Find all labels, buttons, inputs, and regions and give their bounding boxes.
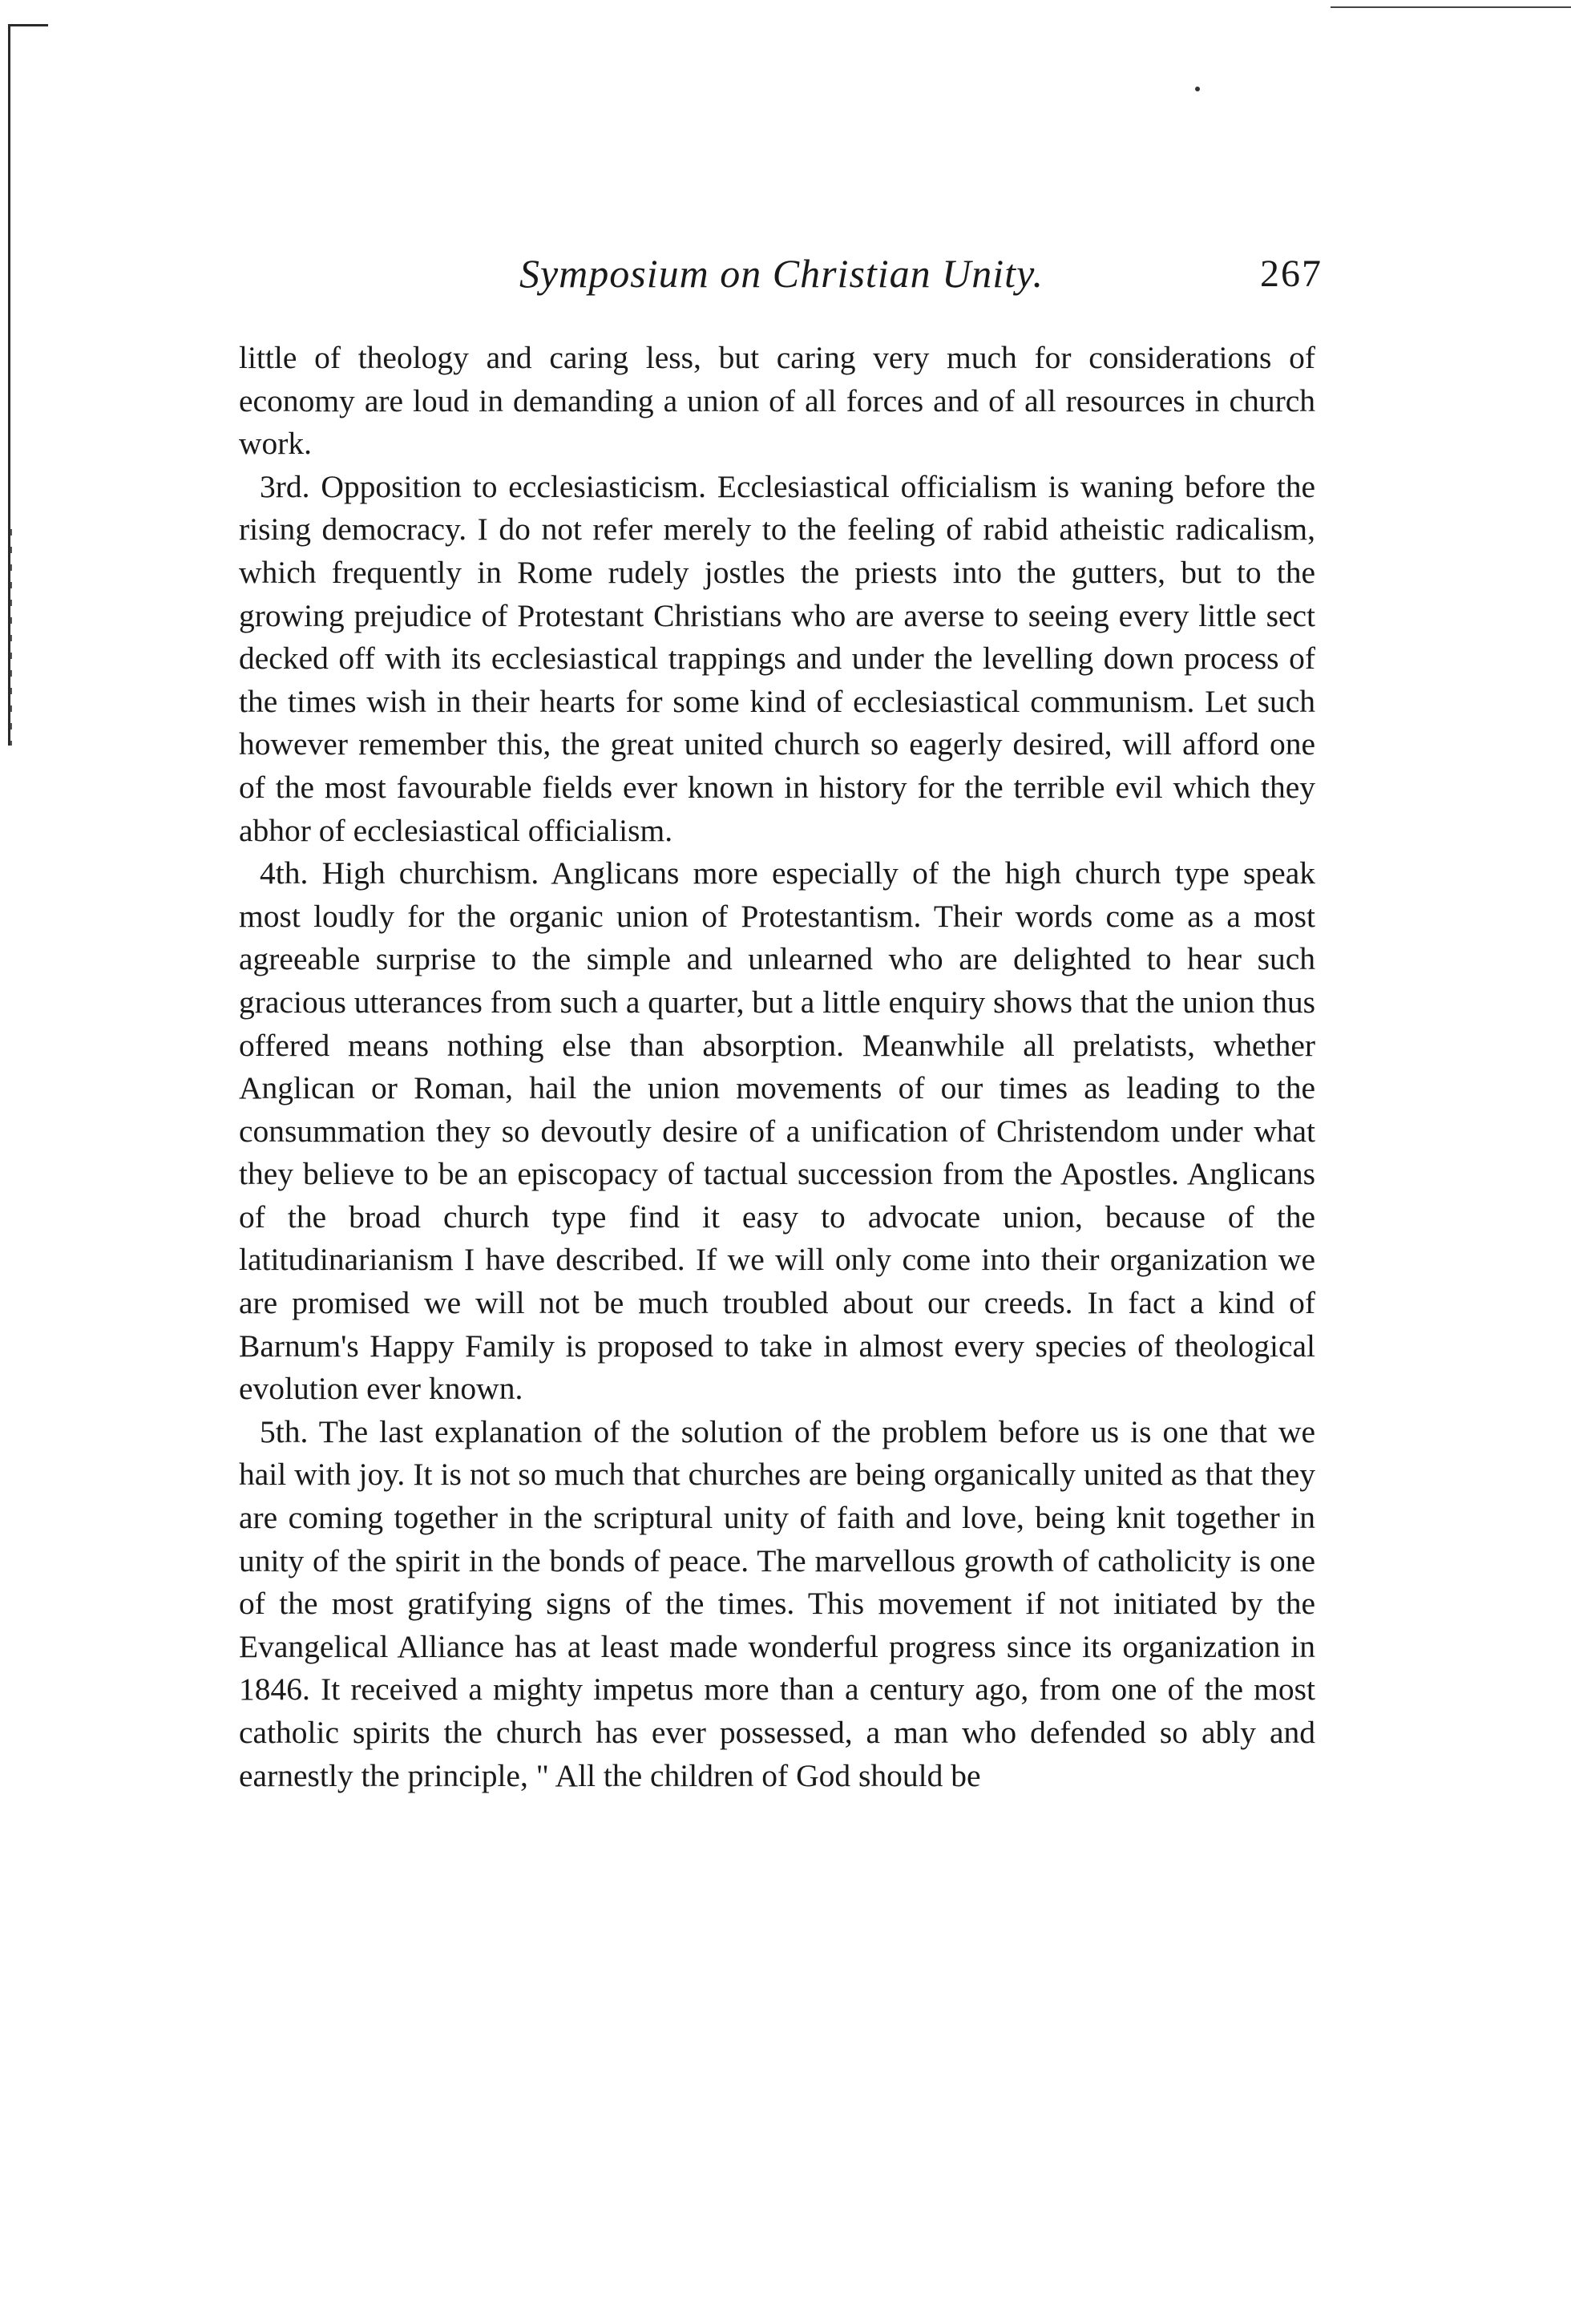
scan-corner-mark	[8, 24, 48, 26]
page-number: 267	[1260, 253, 1323, 295]
paragraph-continuation: little of theology and caring less, but caring very much for considerations of economy are loud in demanding a union of all forces and of all resources in church work.	[239, 340, 1315, 462]
paragraph-fifth-point: 5th. The last explanation of the solution of the problem before us is one that we hail with joy. It is not so much that churches are being organically united as that they are coming together in the scriptural unity of faith and love, being knit together in unity of the spirit in the bonds of peace. The marvellous growth of catholicity is one of the most gratifying signs of the times. This movement if not initiated by the Evangelical Alliance has at least made wonderful progress since its organization in 1846. It received a mighty impetus more than a century ago, from one of the most catholic spirits the church has ever possessed, a man who defended so ably and earnestly the principle, " All the children of God should be	[239, 1413, 1315, 1793]
running-head	[240, 250, 1323, 314]
scan-dashed-mark	[10, 529, 12, 746]
paragraph-third-point: 3rd. Opposition to ecclesiasticism. Ecclesiastical officialism is waning before the rising democracy. I do not refer merely to the feeling of rabid atheistic radicalism, which frequently in Rome rudely jostles the priests into the gutters, but to the growing prejudice of Protestant Christians who are averse to seeing every little sect decked off with its ecclesiastical trappings and under the levelling down process of the times wish in their hearts for some kind of ecclesiastical communism. Let such however remember this, the great united church so eagerly desired, will afford one of the most favourable fields ever known in history for the terrible evil which they abhor of ecclesiastical officialism.	[239, 468, 1315, 848]
scan-top-rule	[1331, 6, 1571, 8]
scan-speck	[1195, 87, 1200, 91]
body-text	[239, 337, 1315, 1797]
running-title: Symposium on Christian Unity.	[519, 251, 1044, 296]
paragraph-fourth-point: 4th. High churchism. Anglicans more especially of the high church type speak most loudly for the organic union of Protestantism. Their words come as a most agreeable surprise to the simple and unlearned who are delighted to hear such gracious utterances from such a quarter, but a little enquiry shows that the union thus offered means nothing else than absorption. Meanwhile all prelatists, whether Anglican or Roman, hail the union movements of our times as leading to the consummation they so devoutly desire of a unification of Christendom under what they believe to be an episcopacy of tactual succession from the Apostles. Anglicans of the broad church type find it easy to advocate union, because of the latitudinarianism I have described. If we will only come into their organization we are promised we will not be much troubled about our creeds. In fact a kind of Barnum's Happy Family is proposed to take in almost every species of theological evolution ever known.	[239, 855, 1315, 1407]
